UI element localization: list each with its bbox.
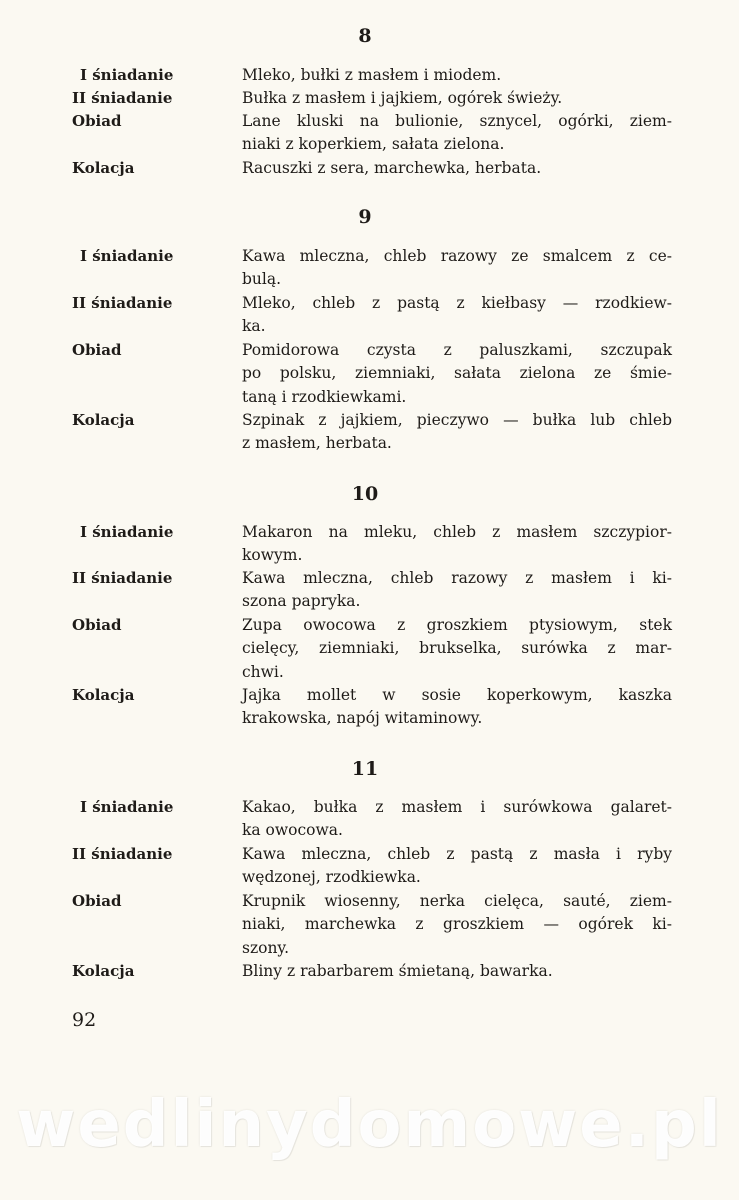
meal-label: Obiad — [72, 112, 122, 130]
meal-description — [242, 567, 672, 614]
meal-description — [242, 521, 672, 568]
meal-description — [242, 890, 672, 960]
meal-label: Kolacja — [72, 159, 135, 177]
meal-line: Bułka z masłem i jajkiem, ogórek świeży. — [242, 89, 563, 107]
meal-line: niaki, marchewka z groszkiem — ogórek ki- — [242, 915, 672, 934]
meal-label: I śniadanie — [80, 247, 174, 265]
meal-line: ka owocowa. — [242, 821, 343, 840]
meal-line: z masłem, herbata. — [242, 434, 392, 453]
meal-line: Kawa mleczna, chleb razowy z masłem i ki- — [242, 569, 672, 587]
meal-description — [242, 87, 672, 110]
meal-description — [242, 614, 672, 684]
meal-line: krakowska, napój witaminowy. — [242, 709, 483, 728]
meal-description — [242, 796, 672, 843]
meal-line: niaki z koperkiem, sałata zielona. — [242, 135, 505, 154]
meal-description — [242, 684, 672, 731]
meal-line: wędzonej, rzodkiewka. — [242, 868, 421, 887]
meal-line: Racuszki z sera, marchewka, herbata. — [242, 159, 542, 177]
meal-label: I śniadanie — [80, 798, 174, 816]
day-number: 10 — [351, 483, 379, 505]
meal-description — [242, 339, 672, 409]
meal-line: bulą. — [242, 270, 282, 289]
day-number: 11 — [351, 758, 379, 780]
meal-line: taną i rzodkiewkami. — [242, 387, 407, 406]
meal-label: Kolacja — [72, 962, 135, 980]
meal-line: Mleko, bułki z masłem i miodem. — [242, 66, 502, 84]
meal-description — [242, 960, 672, 983]
meal-line: Lane kluski na bulionie, sznycel, ogórki, ziem- — [242, 112, 672, 130]
meal-description — [242, 843, 672, 890]
meal-line: Pomidorowa czysta z paluszkami, szczupak — [242, 341, 672, 359]
meal-label: I śniadanie — [80, 66, 174, 84]
meal-line: Kawa mleczna, chleb razowy ze smalcem z ce- — [242, 247, 672, 265]
meal-line: cielęcy, ziemniaki, brukselka, surówka z mar- — [242, 639, 672, 658]
watermark: wedlinydomowe.pl — [16, 1088, 723, 1162]
meal-line: chwi. — [242, 662, 284, 681]
page-number: 92 — [72, 1009, 97, 1031]
meal-description — [242, 409, 672, 456]
meal-line: Bliny z rabarbarem śmietaną, bawarka. — [242, 962, 553, 980]
meal-label: Kolacja — [72, 411, 135, 429]
meal-line: Kakao, bułka z masłem i surówkowa galaret- — [242, 798, 672, 816]
meal-label: I śniadanie — [80, 523, 174, 541]
meal-line: szony. — [242, 938, 290, 957]
meal-line: Mleko, chleb z pastą z kiełbasy — rzodkiew- — [242, 294, 672, 312]
meal-line: Makaron na mleku, chleb z masłem szczypior- — [242, 523, 672, 541]
meal-label: Kolacja — [72, 686, 135, 704]
meal-label: II śniadanie — [72, 845, 173, 863]
meal-line: Szpinak z jajkiem, pieczywo — bułka lub chleb — [242, 411, 672, 429]
meal-label: Obiad — [72, 341, 122, 359]
meal-line: szona papryka. — [242, 592, 361, 611]
meal-label: II śniadanie — [72, 569, 173, 587]
meal-line: Krupnik wiosenny, nerka cielęca, sauté, ziem- — [242, 892, 672, 910]
meal-label: Obiad — [72, 616, 122, 634]
meal-label: Obiad — [72, 892, 122, 910]
meal-line: po polsku, ziemniaki, sałata zielona ze śmie- — [242, 364, 672, 383]
day-number: 9 — [358, 206, 372, 228]
meal-line: Zupa owocowa z groszkiem ptysiowym, stek — [242, 616, 672, 634]
meal-label: II śniadanie — [72, 294, 173, 312]
meal-label: II śniadanie — [72, 89, 173, 107]
meal-line: Kawa mleczna, chleb z pastą z masła i ryby — [242, 845, 672, 863]
meal-line: ka. — [242, 317, 266, 336]
meal-description — [242, 245, 672, 292]
meal-description — [242, 157, 672, 180]
day-number: 8 — [358, 25, 372, 47]
meal-line: kowym. — [242, 546, 303, 565]
meal-line: Jajka mollet w sosie koperkowym, kaszka — [242, 686, 672, 704]
meal-description — [242, 292, 672, 339]
meal-description — [242, 110, 672, 157]
meal-description — [242, 64, 672, 87]
